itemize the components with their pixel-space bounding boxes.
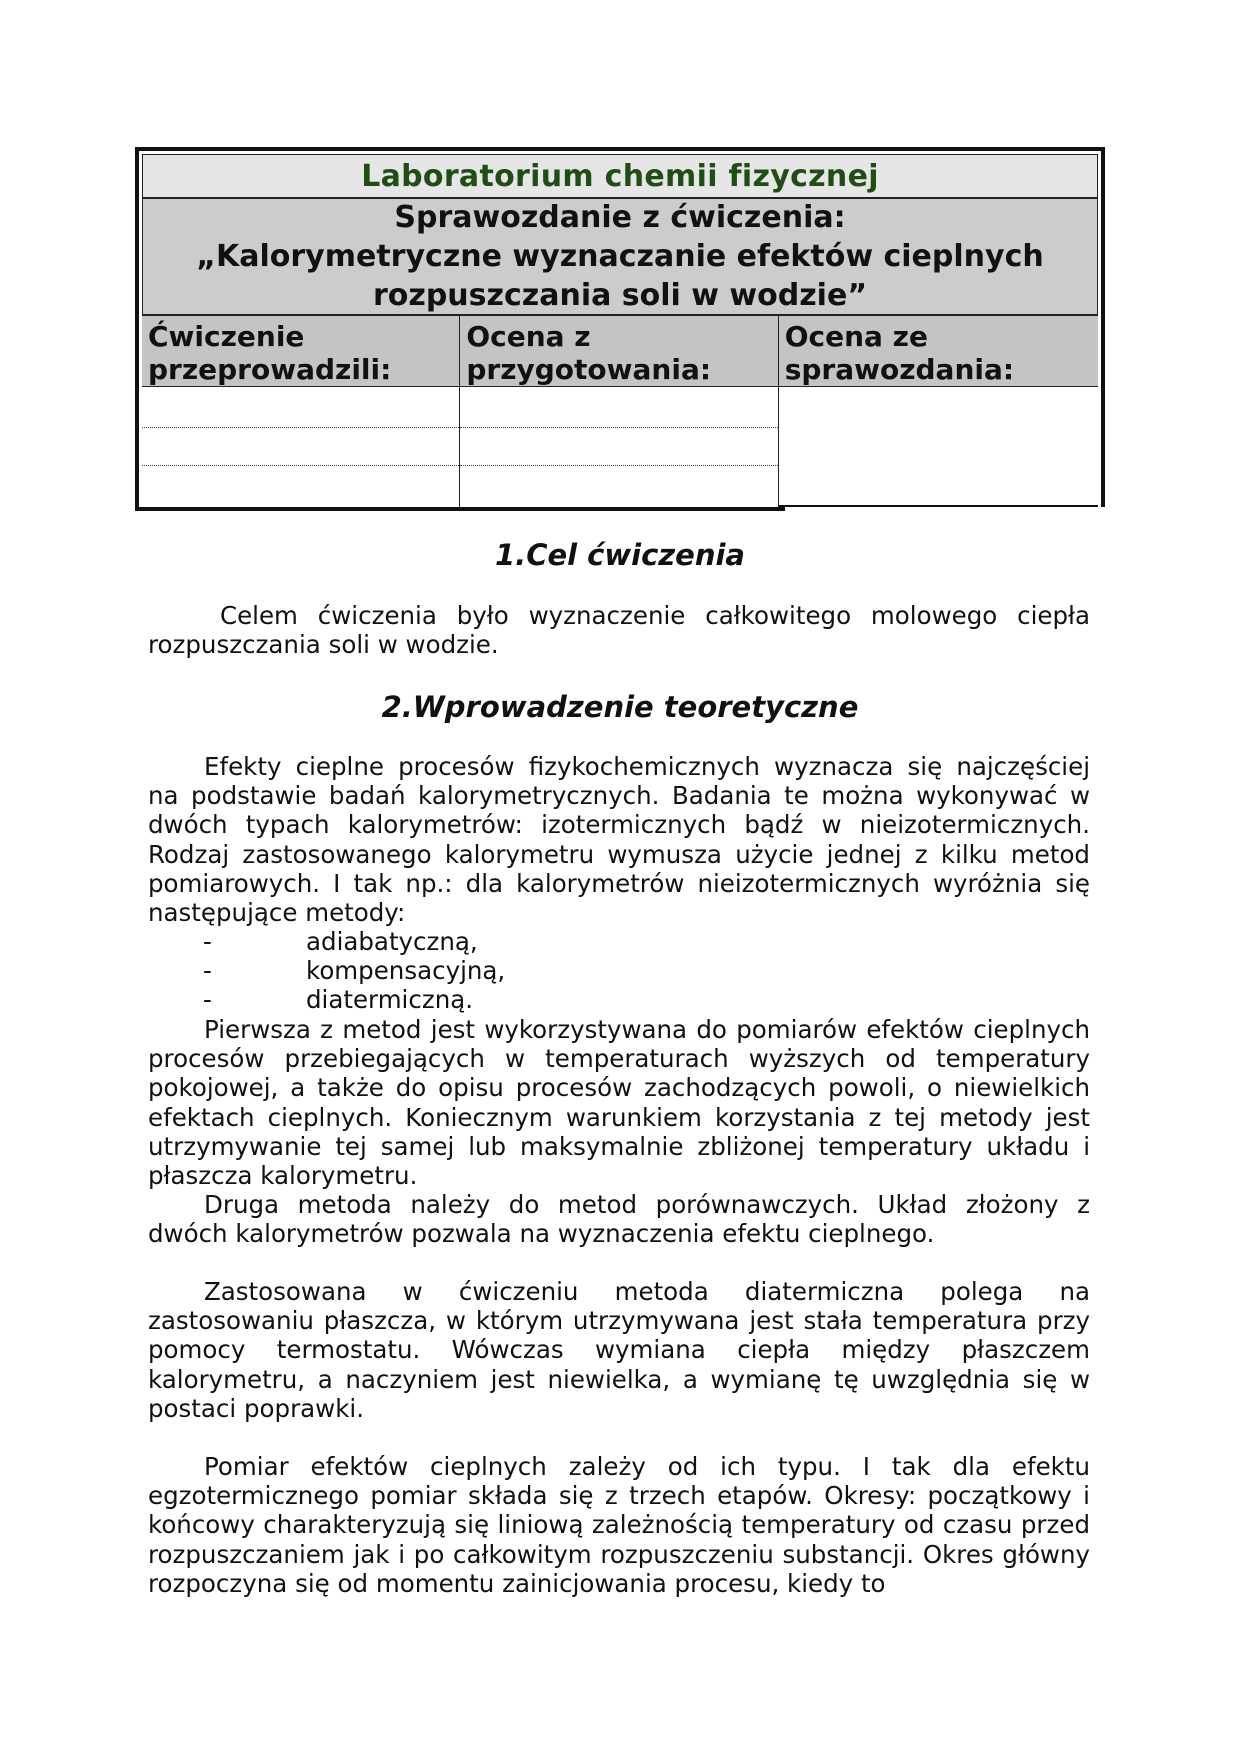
section-2-paragraph-4: Zastosowana w ćwiczeniu metoda diatermiczna polega na zastosowaniu płaszcza, w którym utrzymywana jest stała temperatura przy pomocy termostatu. Wówczas wymiana ciepła między płaszczem kalorymetru, a naczyniem jest niewielka, a wymianę tę uwzględnia się w postaci poprawki. [148,1277,1090,1423]
list-dash: - [203,956,212,986]
report-grade-label-2: sprawozdania: [784,353,1015,386]
section-2-paragraph-5: Pomiar efektów cieplnych zależy od ich typu. I tak dla efektu egzotermicznego pomiar składa się z trzech etapów. Okresy: początkowy i końcowy charakteryzują się liniową zależnością temperatury od czasu przed rozpuszczaniem jak i po całkowitym rozpuszczeniu substancji. Okres główny rozpoczyna się od momentu zainicjowania procesu, kiedy to [148,1452,1090,1598]
dotted-line [460,427,777,428]
list-dash: - [203,985,212,1015]
methods-list [148,927,1090,1015]
performed-by-label-1: Ćwiczenie [148,320,305,353]
section-1-heading: 1.Cel ćwiczenia [495,538,745,572]
signature-grid [142,315,1098,507]
performed-by-field[interactable] [142,387,459,507]
list-item [148,927,1090,956]
list-item [148,985,1090,1014]
report-title-line-3: rozpuszczania soli w wodzie” [372,278,868,313]
report-title-line-2: „Kalorymetryczne wyznaczanie efektów cieplnych [196,239,1044,274]
table-bottom-border [135,507,785,511]
preparation-grade-label-1: Ocena z [466,320,591,353]
report-title-line-1: Sprawozdanie z ćwiczenia: [394,200,846,235]
dotted-line [142,427,459,428]
dotted-line [142,465,459,466]
report-grade-label-1: Ocena ze [784,320,928,353]
dotted-line [460,465,777,466]
report-title [142,198,1098,315]
list-item [148,956,1090,985]
performed-by-column [142,315,460,507]
report-grade-column [779,315,1098,507]
preparation-grade-column [460,315,778,507]
section-2-heading: 2.Wprowadzenie teoretyczne [381,690,859,724]
preparation-grade-header [460,315,777,387]
section-2-paragraph-2: Pierwsza z metod jest wykorzystywana do pomiarów efektów cieplnych procesów przebiegających w temperaturach wyższych od temperatury pokojowej, a także do opisu procesów zachodzących powoli, o niewielkich efektach cieplnych. Koniecznym warunkiem korzystania z tej metody jest utrzymywanie tej samej lub maksymalnie zbliżonej temperatury układu i płaszcza kalorymetru. [148,1015,1090,1191]
list-dash: - [203,927,212,956]
list-item-text: diatermiczną. [306,985,474,1015]
performed-by-header [142,315,459,387]
lab-title: Laboratorium chemii fizycznej [142,154,1098,198]
section-2-paragraph-1: Efekty cieplne procesów fizykochemicznych wyznacza się najczęściej na podstawie badań kalorymetrycznych. Badania te można wykonywać w dwóch typach kalorymetrów: izotermicznych bądź w nieizotermicznych. Rodzaj zastosowanego kalorymetru wymusza użycie jednej z kilku metod pomiarowych. I tak np.: dla kalorymetrów nieizotermicznych wyróżnia się następujące metody: [148,752,1090,928]
report-header-table [135,147,1105,507]
list-item-text: adiabatyczną, [306,927,478,956]
report-grade-field[interactable] [779,387,1098,507]
preparation-grade-label-2: przygotowania: [466,353,712,386]
preparation-grade-field[interactable] [460,387,777,507]
report-grade-header [779,315,1098,387]
list-item-text: kompensacyjną, [306,956,506,986]
section-2-paragraph-3: Druga metoda należy do metod porównawczych. Układ złożony z dwóch kalorymetrów pozwala na wyznaczenia efektu cieplnego. [148,1190,1090,1249]
section-1-text: Celem ćwiczenia było wyznaczenie całkowitego molowego ciepła rozpuszczania soli w wodzie. [148,601,1090,660]
performed-by-label-2: przeprowadzili: [148,353,392,386]
